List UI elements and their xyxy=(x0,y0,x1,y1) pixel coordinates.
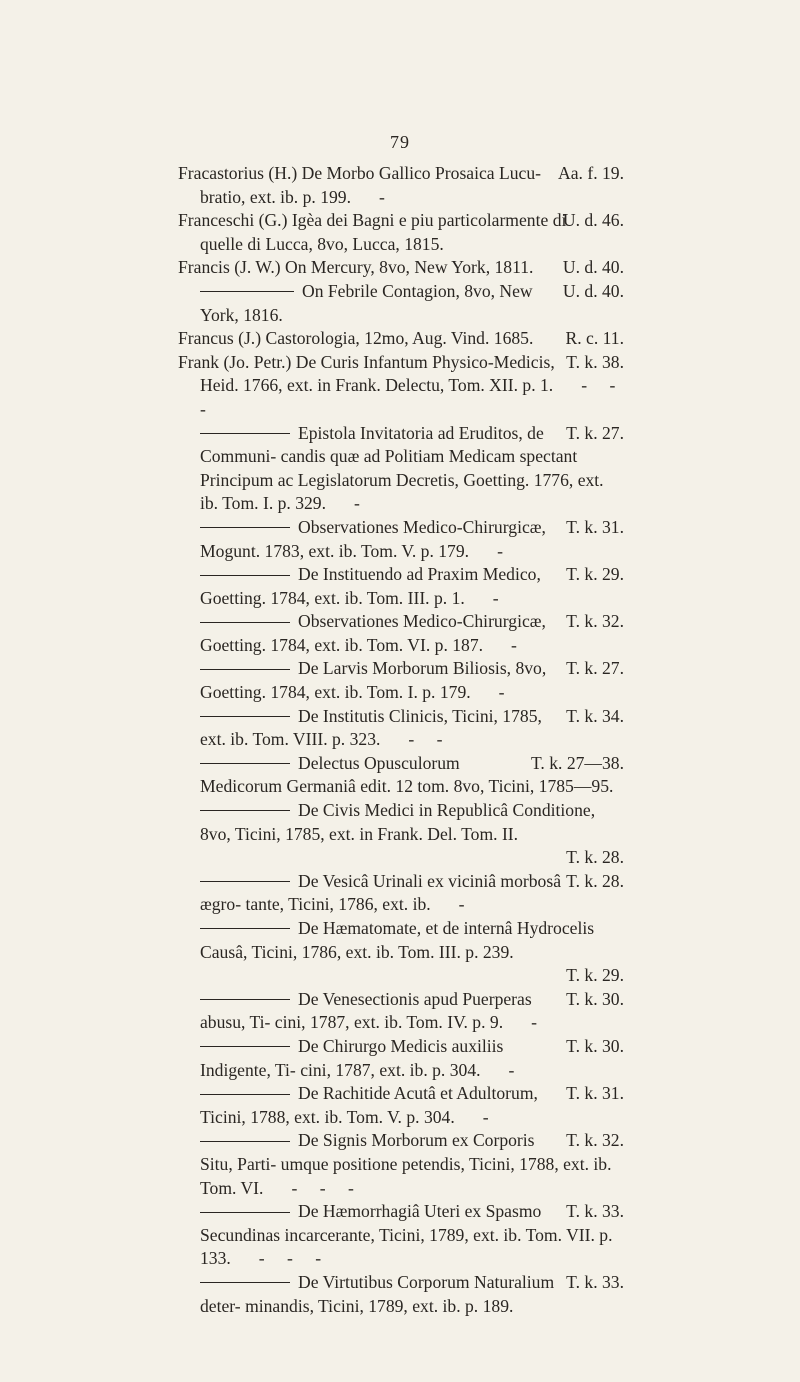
bibliography-entry xyxy=(178,988,624,1035)
entry-separator: - - - xyxy=(258,1248,322,1269)
entry-text: De Hæmatomate, et de internâ Hydrocelis Causâ, Ticini, 1786, ext. ib. Tom. III. p. 239. xyxy=(200,918,595,962)
bibliography-entry xyxy=(178,610,624,657)
shelf-reference: U. d. 40. xyxy=(562,280,624,301)
entry-text: Observationes Medico-Chirurgicæ, Mogunt. 1783, ext. ib. Tom. V. p. 179. xyxy=(200,516,546,561)
shelf-reference: T. k. 38. xyxy=(566,351,624,372)
entry-separator: - xyxy=(508,1059,515,1080)
entry-separator: - - - xyxy=(291,1177,354,1198)
shelf-reference: T. k. 33. xyxy=(566,1271,624,1292)
entry-text: Frank (Jo. Petr.) De Curis Infantum Physico-Medicis, Heid. 1766, ext. in Frank. Delectu, Tom. XII. p. 1. xyxy=(178,351,555,396)
bibliography-entry xyxy=(178,752,624,799)
entry-separator: - xyxy=(482,1106,489,1127)
shelf-reference: T. k. 31. xyxy=(566,1083,624,1104)
shelf-reference: T. k. 32. xyxy=(566,1130,624,1151)
ditto-dash xyxy=(200,1141,290,1142)
shelf-reference: T. k. 27. xyxy=(566,422,624,443)
shelf-reference: T. k. 29. xyxy=(566,965,624,986)
entry-separator: - xyxy=(497,540,503,561)
shelf-reference: T. k. 28. xyxy=(566,870,624,891)
entry-text: De Vesicâ Urinali ex viciniâ morbosâ ægro- tante, Ticini, 1786, ext. ib. xyxy=(200,870,562,915)
entry-text: De Larvis Morborum Biliosis, 8vo, Goetting. 1784, ext. ib. Tom. I. p. 179. xyxy=(200,658,547,703)
bibliography-entry xyxy=(178,256,624,280)
bibliography-entry xyxy=(178,563,624,610)
entry-separator: - xyxy=(511,634,517,655)
entry-text: De Chirurgo Medicis auxiliis Indigente, Ti- cini, 1787, ext. ib. p. 304. xyxy=(200,1035,504,1080)
bibliography-entry xyxy=(178,917,624,988)
shelf-reference: U. d. 46. xyxy=(562,210,624,231)
ditto-dash xyxy=(200,763,290,764)
entry-text: Franceschi (G.) Igèa dei Bagni e piu particolarmente di quelle di Lucca, 8vo, Lucca, 1815. xyxy=(178,210,567,254)
entry-text: De Hæmorrhagiâ Uteri ex Spasmo Secundinas incarcerante, Ticini, 1789, ext. ib. Tom. VII. p. 133. xyxy=(200,1201,613,1269)
ditto-dash xyxy=(200,575,290,576)
bibliography-entry xyxy=(178,657,624,704)
bibliography-entry xyxy=(178,1200,624,1271)
entry-text: De Signis Morborum ex Corporis Situ, Parti- umque positione petendis, Ticini, 1788, ext. ib. Tom. VI. xyxy=(200,1130,612,1198)
bibliography-entry xyxy=(178,870,624,917)
bibliography-entry xyxy=(178,516,624,563)
entry-text: Francis (J. W.) On Mercury, 8vo, New York, 1811. xyxy=(178,257,534,278)
ditto-dash xyxy=(200,999,290,1000)
bibliography-entry xyxy=(178,1035,624,1082)
bibliography-entry xyxy=(178,1271,624,1318)
page-number: 79 xyxy=(390,132,410,152)
ditto-dash xyxy=(200,291,294,292)
entry-text: De Civis Medici in Republicâ Conditione, 8vo, Ticini, 1785, ext. in Frank. Del. Tom. II. xyxy=(200,800,596,844)
ditto-dash xyxy=(200,881,290,882)
ditto-dash xyxy=(200,1212,290,1213)
entry-separator: - - xyxy=(408,729,443,750)
bibliography-list xyxy=(178,162,624,1318)
entry-text: De Venesectionis apud Puerperas abusu, Ti- cini, 1787, ext. ib. Tom. IV. p. 9. xyxy=(200,988,532,1033)
entry-text: Epistola Invitatoria ad Eruditos, de Communi- candis quæ ad Politiam Medicam spectant Principum ac Legislatorum Decretis, Goetting. 1776, ext. ib. Tom. I. p. 329. xyxy=(200,422,604,514)
shelf-reference: T. k. 34. xyxy=(566,705,624,726)
entry-text: De Virtutibus Corporum Naturalium deter- minandis, Ticini, 1789, ext. ib. p. 189. xyxy=(200,1271,555,1316)
bibliography-entry xyxy=(178,799,624,870)
entry-text: Observationes Medico-Chirurgicæ, Goetting. 1784, ext. ib. Tom. VI. p. 187. xyxy=(200,611,546,655)
shelf-reference: T. k. 31. xyxy=(566,516,624,537)
bibliography-entry xyxy=(178,422,624,516)
entry-separator: - xyxy=(531,1012,537,1033)
entry-text: De Rachitide Acutâ et Adultorum, Ticini, 1788, ext. ib. Tom. V. p. 304. xyxy=(200,1083,538,1127)
entry-text: De Institutis Clinicis, Ticini, 1785, ext. ib. Tom. VIII. p. 323. xyxy=(200,705,542,750)
shelf-reference: R. c. 11. xyxy=(565,328,624,349)
ditto-dash xyxy=(200,928,290,929)
shelf-reference: Aa. f. 19. xyxy=(558,163,624,183)
bibliography-entry xyxy=(178,1082,624,1129)
entry-separator: - xyxy=(379,186,385,207)
entry-text: Fracastorius (H.) De Morbo Gallico Prosaica Lucu- bratio, ext. ib. p. 199. xyxy=(178,163,542,207)
bibliography-entry xyxy=(178,1129,624,1200)
ditto-dash xyxy=(200,669,290,670)
shelf-reference: T. k. 30. xyxy=(566,988,624,1009)
ditto-dash xyxy=(200,1094,290,1095)
shelf-reference: T. k. 32. xyxy=(566,611,624,632)
shelf-reference: T. k. 33. xyxy=(566,1201,624,1222)
entry-separator: - xyxy=(458,894,465,915)
ditto-dash xyxy=(200,527,290,528)
ditto-dash xyxy=(200,433,290,434)
shelf-reference: T. k. 30. xyxy=(566,1035,624,1056)
bibliography-entry xyxy=(178,351,624,422)
bibliography-entry xyxy=(178,162,624,209)
shelf-reference: T. k. 27. xyxy=(566,658,624,679)
shelf-reference: T. k. 27—38. xyxy=(530,752,624,773)
bibliography-entry xyxy=(178,209,624,256)
ditto-dash xyxy=(200,1046,290,1047)
ditto-dash xyxy=(200,810,290,811)
entry-text: Delectus Opusculorum Medicorum Germaniâ edit. 12 tom. 8vo, Ticini, 1785—95. xyxy=(200,752,614,797)
entry-separator: - - - xyxy=(200,375,616,419)
entry-text: On Febrile Contagion, 8vo, New York, 1816. xyxy=(200,280,533,325)
shelf-reference: U. d. 40. xyxy=(562,257,624,278)
entry-separator: - xyxy=(498,682,505,703)
ditto-dash xyxy=(200,622,290,623)
entry-text: De Instituendo ad Praxim Medico, Goetting. 1784, ext. ib. Tom. III. p. 1. xyxy=(200,564,541,608)
bibliography-entry xyxy=(178,705,624,752)
ditto-dash xyxy=(200,716,290,717)
shelf-reference: T. k. 29. xyxy=(566,564,624,585)
bibliography-entry xyxy=(178,280,624,327)
entry-text: Francus (J.) Castorologia, 12mo, Aug. Vind. 1685. xyxy=(178,328,534,349)
ditto-dash xyxy=(200,1282,290,1283)
entry-separator: - xyxy=(354,493,360,514)
shelf-reference: T. k. 28. xyxy=(566,847,624,868)
bibliography-entry xyxy=(178,327,624,351)
entry-separator: - xyxy=(492,587,499,608)
